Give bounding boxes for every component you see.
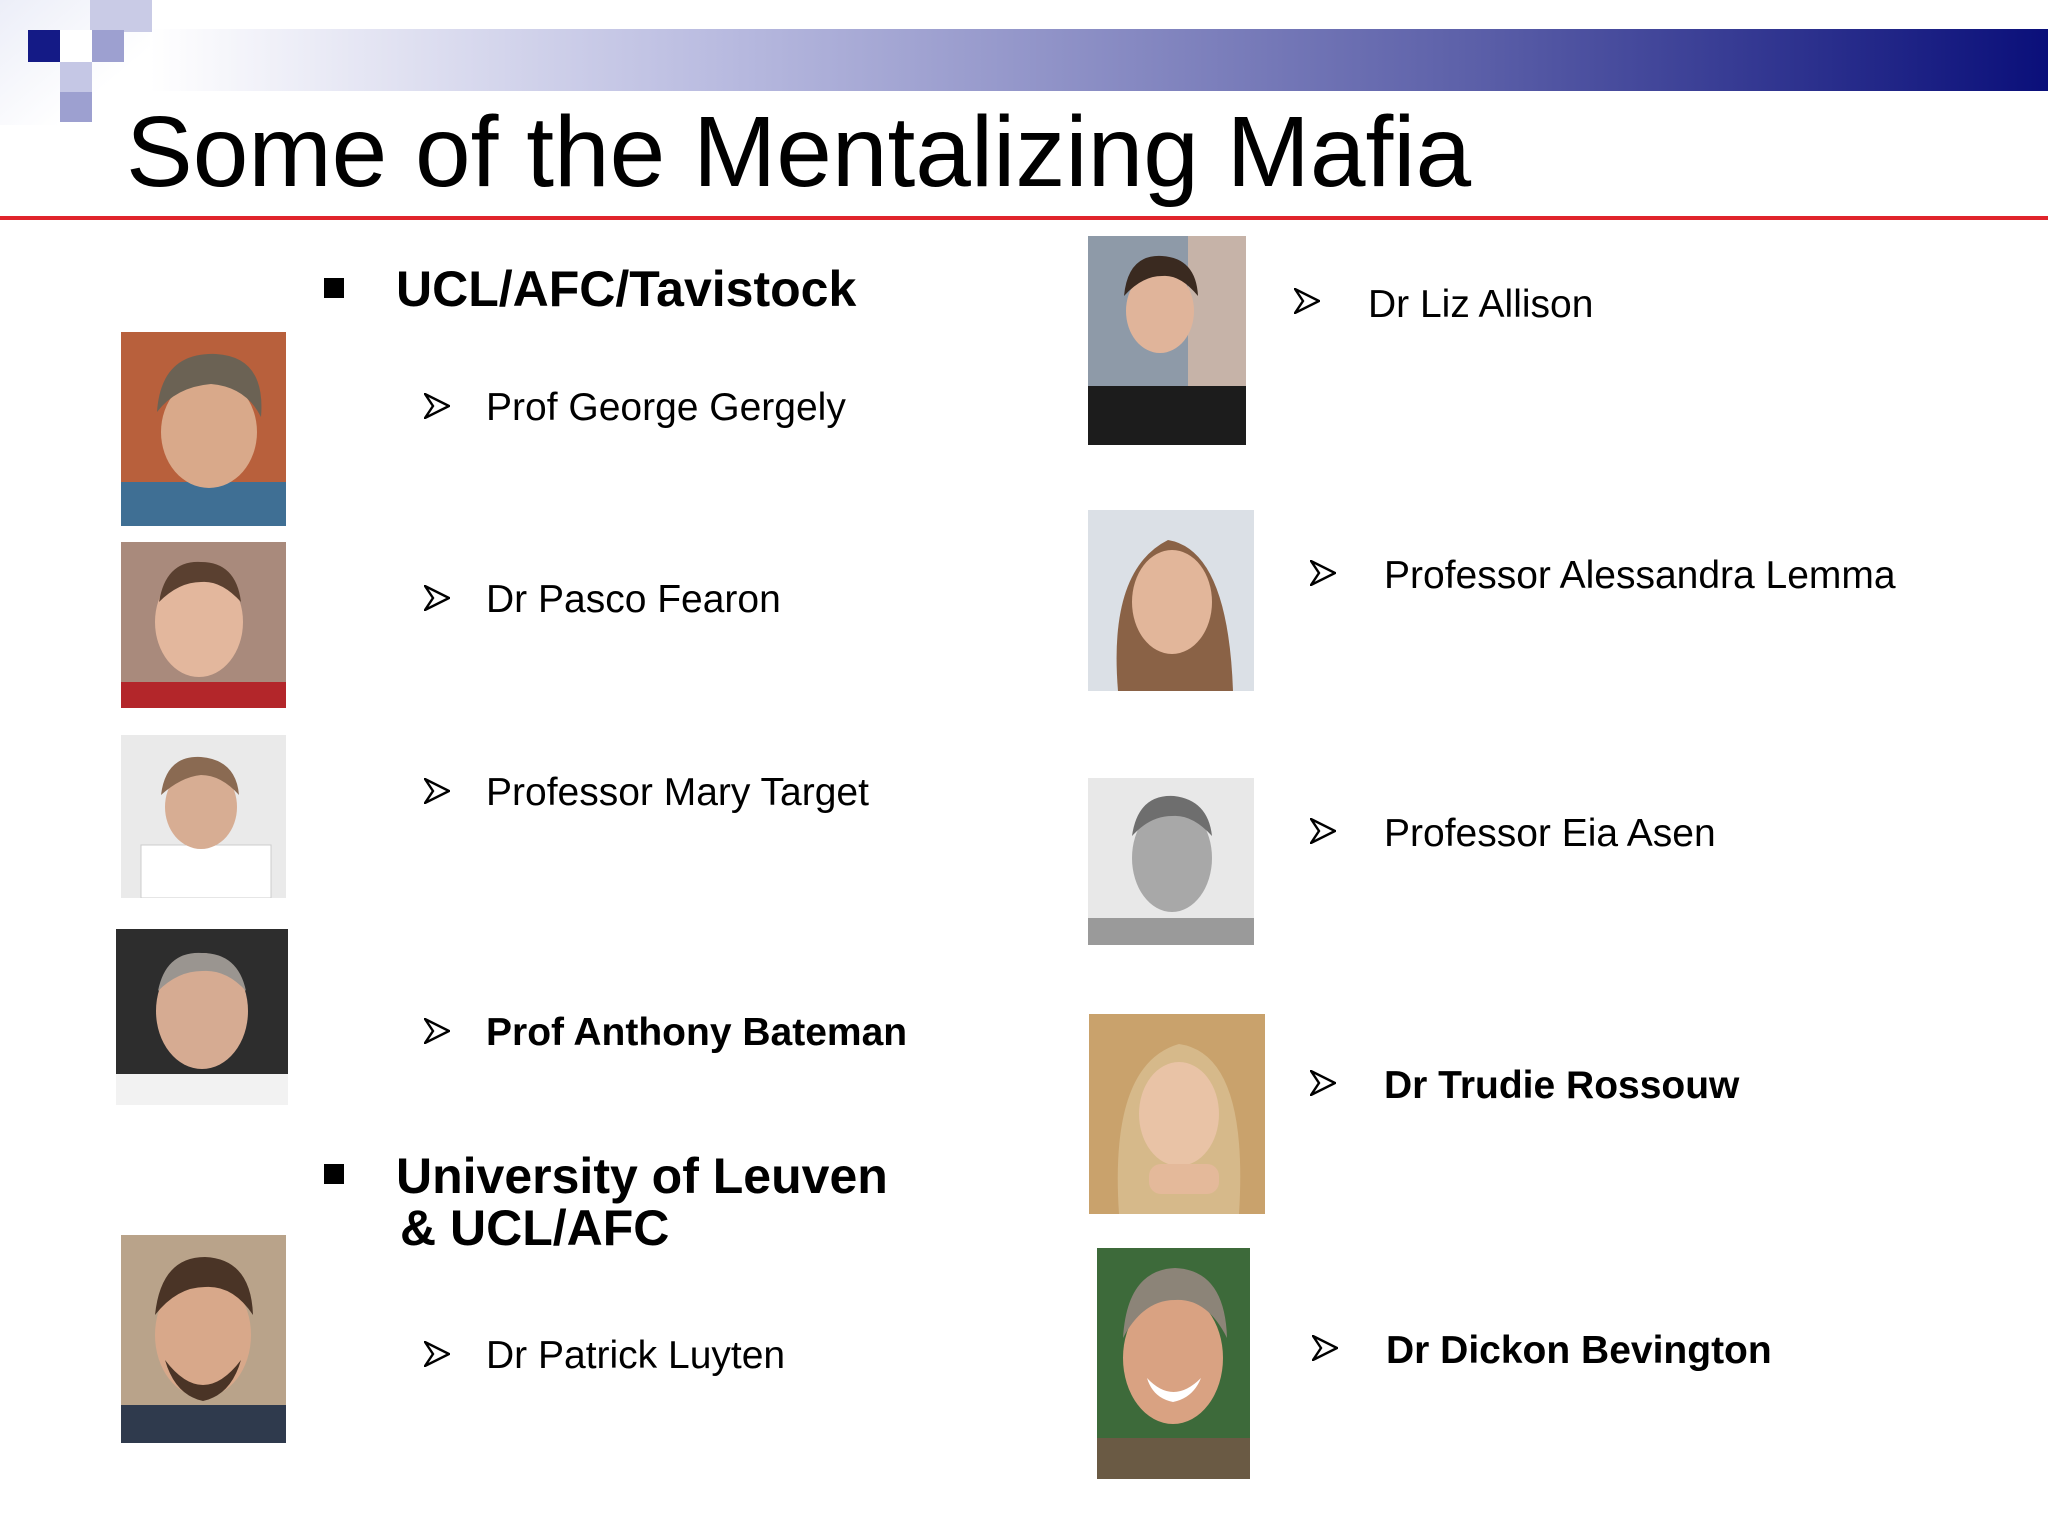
person-name: Prof George Gergely — [486, 386, 846, 429]
section-label-leuven-line1: University of Leuven — [396, 1148, 888, 1204]
slide-title: Some of the Mentalizing Mafia — [126, 96, 1472, 208]
portrait-photo-bevington — [1097, 1248, 1250, 1479]
portrait-photo-asen — [1088, 778, 1254, 945]
arrow-bullet-icon — [424, 1341, 450, 1367]
arrow-bullet-icon — [1312, 1335, 1338, 1361]
section-label-leuven-line2: & UCL/AFC — [400, 1200, 670, 1256]
arrow-bullet-icon — [424, 1018, 450, 1044]
portrait-photo-rossouw — [1089, 1014, 1265, 1214]
arrow-bullet-icon — [1310, 560, 1336, 586]
person-name: Professor Alessandra Lemma — [1384, 554, 1896, 597]
arrow-bullet-icon — [424, 393, 450, 419]
section-bullet — [324, 278, 344, 298]
person-name: Dr Liz Allison — [1368, 283, 1594, 326]
portrait-photo-luyten — [121, 1235, 286, 1443]
title-divider — [0, 216, 2048, 220]
portrait-photo-fearon — [121, 542, 286, 708]
arrow-bullet-icon — [1310, 818, 1336, 844]
person-name: Dr Trudie Rossouw — [1384, 1064, 1740, 1107]
portrait-photo-allison — [1088, 236, 1246, 445]
portrait-photo-bateman — [116, 929, 288, 1105]
arrow-bullet-icon — [1294, 288, 1320, 314]
arrow-bullet-icon — [1310, 1070, 1336, 1096]
person-name: Dr Patrick Luyten — [486, 1334, 786, 1377]
person-name: Prof Anthony Bateman — [486, 1011, 908, 1054]
person-name: Dr Dickon Bevington — [1386, 1329, 1772, 1372]
arrow-bullet-icon — [424, 585, 450, 611]
arrow-bullet-icon — [424, 778, 450, 804]
portrait-photo-lemma — [1088, 510, 1254, 691]
person-name: Professor Mary Target — [486, 771, 869, 814]
person-name: Professor Eia Asen — [1384, 812, 1716, 855]
portrait-photo-target — [121, 735, 286, 898]
person-name: Dr Pasco Fearon — [486, 578, 781, 621]
section-bullet — [324, 1164, 344, 1184]
portrait-photo-gergely — [121, 332, 286, 526]
section-label-ucl: UCL/AFC/Tavistock — [396, 261, 857, 317]
header-gradient-bar — [150, 29, 2048, 91]
